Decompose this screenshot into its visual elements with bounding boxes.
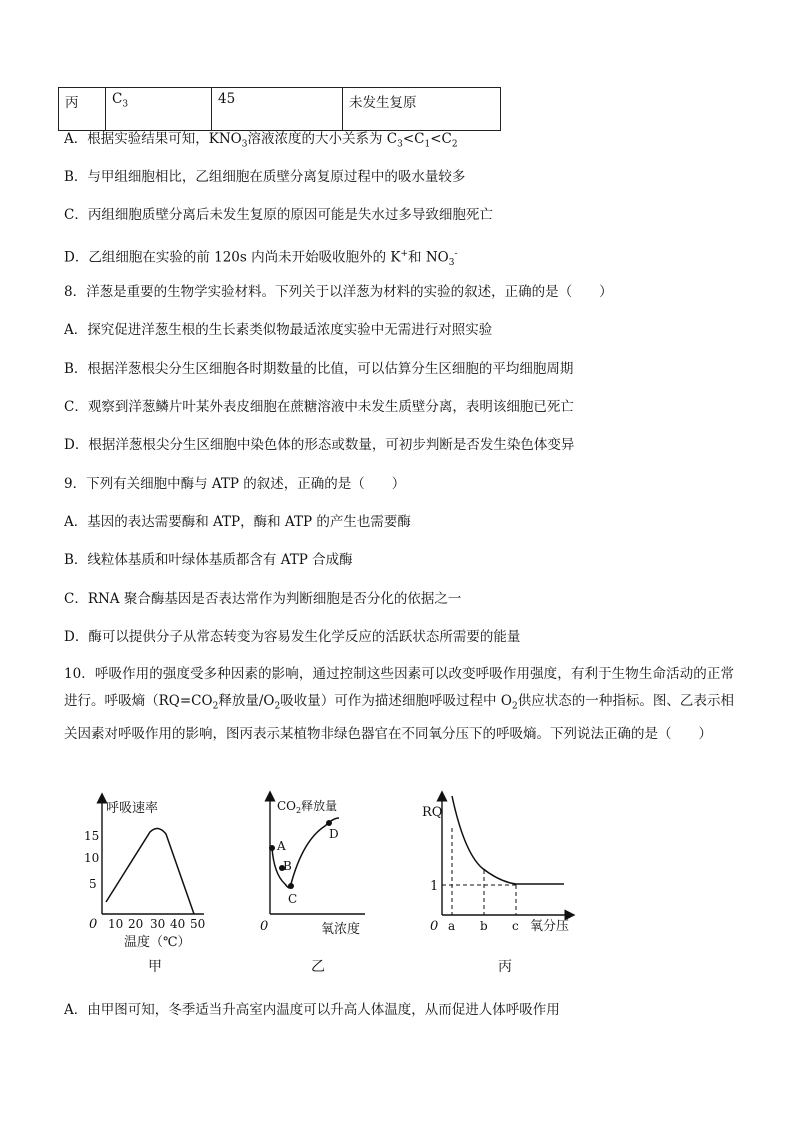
table-cell: 未发生复原 [343,88,501,131]
x-tick-label: c [512,919,519,933]
q8-option-b: B．根据洋葱根尖分生区细胞各时期数量的比值，可以估算分生区细胞的平均细胞周期 [64,361,574,377]
x-tick-label: 50 [190,917,206,931]
subscript: 3 [122,99,129,110]
text: A．根据实验结果可知，KNO [64,131,242,147]
x-tick-label: 10 [108,917,124,931]
figure-yi [255,788,395,978]
x-axis-label: 温度（℃） [124,935,191,950]
subscript: 2 [511,701,518,712]
y-axis-label [277,799,337,815]
y-axis-label: RQ [422,805,443,820]
table-cell: 45 [212,88,343,131]
point-label: D [329,827,339,841]
y-tick-label: 15 [84,829,100,843]
subscript: 2 [274,701,281,712]
text: <C [402,131,425,147]
text: 释放量/O [218,693,275,709]
table-row [59,88,501,131]
point-d [326,820,332,826]
x-axis-label: 氧分压 [530,919,570,934]
point-label: B [283,859,292,873]
q7-option-d [64,244,457,273]
q10-stem [64,661,734,748]
figure-jia [80,788,230,978]
rq-curve [452,796,564,884]
table-cell [106,88,212,131]
x-tick-label: 30 [150,917,166,931]
text: <C [430,131,452,147]
x-tick-label: 40 [170,917,186,931]
figure-caption: 丙 [498,959,512,975]
point-a [269,845,275,851]
subscript: 1 [424,139,431,150]
figure-caption: 甲 [148,959,162,975]
q9-stem: 9．下列有关细胞中酶与 ATP 的叙述，正确的是（ ） [64,476,406,492]
text: 和 NO [408,249,449,266]
x-tick-label: b [480,919,488,933]
subscript: 3 [241,139,248,150]
x-axis-label: 氧浓度 [321,922,361,937]
x-tick-label: a [448,919,456,933]
subscript: 3 [397,139,403,150]
point-label: A [277,839,286,853]
text: 10．呼吸作用的强度受多种因素的影响，通过控制这些因素可以改变呼吸作用强度，有利于生物生命活动的正常进行。呼吸熵（RQ=CO [64,666,734,709]
text: 溶液浓度的大小关系为 C [247,131,398,147]
q7-option-c: C．丙组细胞质壁分离后未发生复原的原因可能是失水过多导致细胞死亡 [64,207,493,223]
subscript: 2 [296,806,302,815]
q10-option-a: A．由甲图可知，冬季适当升高室内温度可以升高人体温度，从而促进人体呼吸作用 [64,1002,560,1018]
origin-label: 0 [430,919,439,934]
q8-option-d: D．根据洋葱根尖分生区细胞中染色体的形态或数量，可初步判断是否发生染色体变异 [64,437,575,453]
y-tick-label: 1 [430,879,439,894]
q9-option-d: D．酶可以提供分子从常态转变为容易发生化学反应的活跃状态所需要的能量 [64,629,521,645]
y-axis-label: 呼吸速率 [106,801,159,816]
q9-option-b: B．线粒体基质和叶绿体基质都含有 ATP 合成酶 [64,552,353,568]
superscript: + [400,249,409,259]
subscript: 3 [448,258,455,269]
figure-caption: 乙 [311,959,325,975]
text: 释放量 [301,799,338,813]
text: 供应状态的一种指标。图、乙表示相关因素对呼吸作用的影响，图丙表示某植物非绿色器官在不同氧分压下的呼吸熵。下列说法正确的是（ ） [64,693,734,742]
q9-option-c: C．RNA 聚合酶基因是否表达常作为判断细胞是否分化的依据之一 [64,591,462,607]
text: CO [277,799,297,813]
q7-option-b: B．与甲组细胞相比，乙组细胞在质壁分离复原过程中的吸水量较多 [64,169,466,185]
superscript: - [454,249,458,259]
q9-option-a: A．基因的表达需要酶和 ATP，酶和 ATP 的产生也需要酶 [64,514,411,530]
point-label: C [288,892,298,906]
q8-option-c: C．观察到洋葱鳞片叶某外表皮细胞在蔗糖溶液中未发生质壁分离，表明该细胞已死亡 [64,399,574,415]
text: 吸收量）可作为描述细胞呼吸过程中 O [280,693,512,709]
q7-option-a [64,129,458,155]
subscript: 2 [212,701,219,712]
text: D．乙组细胞在实验的前 120s 内尚未开始吸收胞外的 K [64,249,401,266]
q8-stem: 8．洋葱是重要的生物学实验材料。下列关于以洋葱为材料的实验的叙述，正确的是（ ） [64,284,613,300]
origin-label: 0 [89,917,98,932]
y-tick-label: 10 [84,851,100,865]
cell-text: C [112,91,123,107]
point-c [288,883,294,889]
data-table [58,87,501,131]
table-cell: 丙 [59,88,106,131]
figure-bing [420,788,590,978]
rate-curve [106,828,194,914]
x-tick-label: 20 [128,917,144,931]
origin-label: 0 [260,919,269,934]
y-tick-label: 5 [89,877,97,891]
subscript: 2 [451,139,458,150]
q8-option-a: A．探究促进洋葱生根的生长素类似物最适浓度实验中无需进行对照实验 [64,322,493,338]
